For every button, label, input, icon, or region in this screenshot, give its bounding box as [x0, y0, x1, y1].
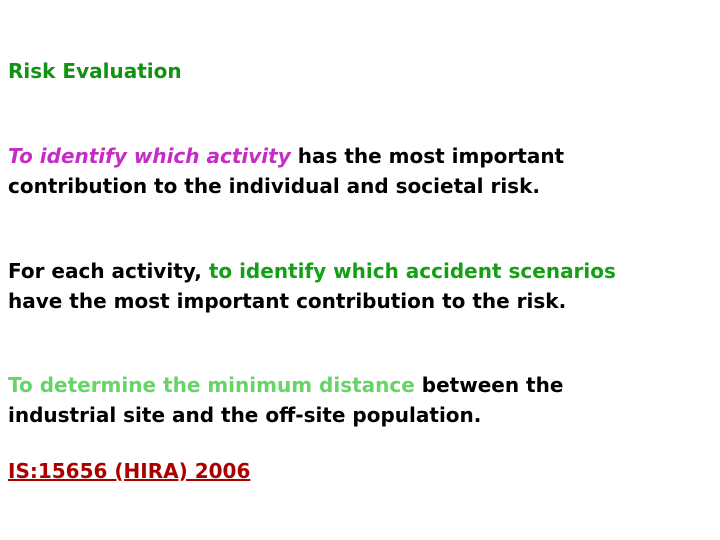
- reference-standard: IS:15656 (HIRA) 2006: [8, 459, 251, 483]
- objective-distance-highlight: To determine the minimum distance: [8, 373, 415, 397]
- objective-activity: [8, 141, 564, 201]
- objective-distance: [8, 370, 563, 430]
- slide-title: Risk Evaluation: [8, 59, 182, 83]
- objective-scenarios-line2: have the most important contribution to the risk.: [8, 289, 567, 313]
- objective-scenarios-highlight: to identify which accident scenarios: [208, 259, 616, 283]
- objective-scenarios: [8, 256, 616, 316]
- objective-activity-line2: contribution to the individual and societal risk.: [8, 174, 540, 198]
- objective-activity-rest: has the most important: [290, 144, 565, 168]
- objective-distance-line2: industrial site and the off-site population.: [8, 403, 482, 427]
- objective-distance-rest: between the: [414, 373, 564, 397]
- objective-activity-highlight: To identify which activity: [8, 144, 291, 168]
- objective-scenarios-lead: For each activity,: [8, 259, 209, 283]
